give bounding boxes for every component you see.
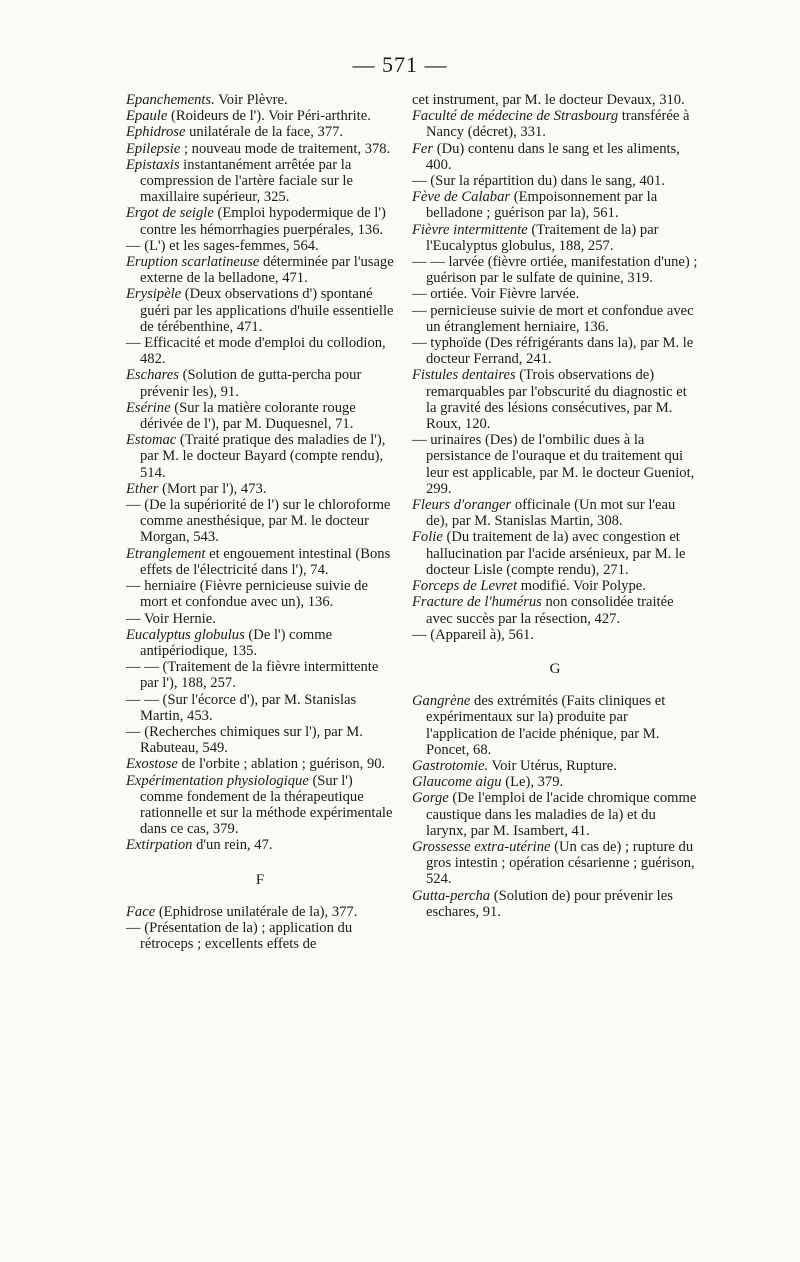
index-text: (Deux observations d') spontané guéri par les applications d'huile essentielle de térébenthine, 471. bbox=[140, 286, 394, 335]
index-entry bbox=[126, 108, 394, 124]
section-letter: F bbox=[255, 871, 265, 888]
index-term: Ether bbox=[126, 480, 159, 497]
index-text: — herniaire (Fièvre pernicieuse suivie de mort et confondue avec un), 136. bbox=[126, 578, 368, 611]
index-entry bbox=[412, 888, 698, 920]
index-entry bbox=[412, 758, 698, 774]
index-text: transférée à Nancy (décret), 331. bbox=[426, 108, 690, 141]
index-text: et engouement intestinal (Bons effets de l'électricité dans l'), 74. bbox=[140, 545, 391, 578]
index-entry bbox=[126, 157, 394, 206]
index-text: (Solution de gutta-percha pour prévenir les), 91. bbox=[140, 367, 362, 400]
index-text: — (Recherches chimiques sur l'), par M. Rabuteau, 549. bbox=[126, 723, 363, 757]
index-term: Forceps de Levret bbox=[412, 578, 518, 595]
index-text: Voir Plèvre. bbox=[214, 92, 288, 108]
index-text: officinale (Un mot sur l'eau de), par M. Stanislas Martin, 308. bbox=[426, 497, 676, 530]
index-text: instantanément arrêtée par la compression de l'artère faciale sur le maxillaire supérieur, 325. bbox=[140, 156, 353, 206]
index-text: Voir Utérus, Rupture. bbox=[488, 757, 617, 774]
index-entry bbox=[126, 92, 394, 108]
index-text: — (L') et les sages-femmes, 564. bbox=[126, 237, 319, 254]
index-term: Epanchements. bbox=[126, 92, 215, 108]
index-term: Grossesse extra-utérine bbox=[412, 838, 551, 855]
index-entry bbox=[412, 335, 698, 367]
index-text: modifié. Voir Polype. bbox=[517, 578, 646, 595]
index-entry bbox=[412, 432, 698, 497]
index-text: (Sur la matière colorante rouge dérivée de l'), par M. Duquesnel, 71. bbox=[140, 399, 356, 433]
index-entry bbox=[412, 286, 698, 302]
index-text: — pernicieuse suivie de mort et confondue avec un étranglement herniaire, 136. bbox=[412, 302, 694, 335]
index-entry bbox=[412, 790, 698, 839]
index-term: Fièvre intermittente bbox=[412, 221, 528, 238]
index-term: Gastrotomie. bbox=[412, 757, 489, 774]
index-entry bbox=[126, 432, 394, 481]
index-entry bbox=[126, 773, 394, 838]
index-term: Erysipèle bbox=[126, 286, 182, 303]
index-text: — Efficacité et mode d'emploi du collodion, 482. bbox=[126, 335, 386, 368]
index-text: — ortiée. Voir Fièvre larvée. bbox=[412, 286, 580, 303]
index-text: — — larvée (fièvre ortiée, manifestation d'une) ; guérison par le sulfate de quinine, 319. bbox=[412, 254, 698, 287]
index-text: déterminée par l'usage externe de la belladone, 471. bbox=[140, 254, 394, 287]
index-text: — urinaires (Des) de l'ombilic dues à la persistance de l'ouraque et du traitement qui leur est applicable, par M. le docteur Gueniot, 299. bbox=[412, 432, 695, 497]
index-entry bbox=[126, 578, 394, 610]
index-text: — — (Traitement de la fièvre intermittente par l'), 188, 257. bbox=[126, 659, 379, 692]
index-term: Expérimentation physiologique bbox=[126, 772, 309, 789]
index-term: Faculté de médecine de Strasbourg bbox=[412, 108, 619, 125]
index-term: Ergot de seigle bbox=[126, 205, 214, 222]
index-entry bbox=[126, 335, 394, 367]
index-text: (Traitement de la) par l'Eucalyptus globulus, 188, 257. bbox=[426, 221, 659, 254]
index-term: Fracture de l'humérus bbox=[412, 594, 542, 611]
index-term: Etranglement bbox=[126, 545, 206, 562]
index-entry bbox=[412, 108, 698, 140]
index-term: Esérine bbox=[126, 399, 171, 416]
index-entry bbox=[412, 222, 698, 254]
index-term: Extirpation bbox=[126, 837, 193, 854]
index-term: Glaucome aigu bbox=[412, 774, 502, 791]
page-number: — 571 — bbox=[352, 52, 448, 77]
index-term: Gorge bbox=[412, 790, 449, 807]
index-entry bbox=[412, 367, 698, 432]
index-term: Exostose bbox=[126, 756, 178, 773]
index-term: Epaule bbox=[126, 108, 168, 125]
index-term: Estomac bbox=[126, 432, 177, 449]
index-entry bbox=[412, 529, 698, 578]
index-text: (Mort par l'), 473. bbox=[158, 480, 267, 497]
index-entry bbox=[412, 254, 698, 286]
index-text: (Le), 379. bbox=[501, 774, 564, 791]
index-term: Gutta-percha bbox=[412, 887, 491, 904]
index-entry bbox=[126, 756, 394, 772]
index-entry bbox=[126, 481, 394, 497]
index-entry bbox=[126, 124, 394, 140]
index-entry bbox=[412, 189, 698, 221]
index-entry bbox=[126, 692, 394, 724]
index-term: Fève de Calabar bbox=[412, 189, 511, 206]
index-entry bbox=[412, 839, 698, 888]
index-entry bbox=[126, 627, 394, 659]
index-text: (Solution de) pour prévenir les eschares, 91. bbox=[426, 887, 673, 920]
index-entry bbox=[126, 400, 394, 432]
index-entry bbox=[412, 173, 698, 189]
index-entry bbox=[412, 627, 698, 643]
index-term: Folie bbox=[412, 529, 443, 546]
index-text: non consolidée traitée avec succès par la résection, 427. bbox=[426, 594, 674, 627]
index-entry bbox=[412, 774, 698, 790]
index-text: (Sur l') comme fondement de la thérapeutique rationnelle et sur la méthode expérimentale dans ce cas, 379. bbox=[140, 772, 393, 838]
index-entry bbox=[126, 546, 394, 578]
index-text: (De l') comme antipériodique, 135. bbox=[140, 626, 333, 659]
index-text: (Ephidrose unilatérale de la), 377. bbox=[155, 903, 358, 920]
index-text: des extrémités (Faits cliniques et expérimentaux sur la) produite par l'application de l'acide phénique, par M. Poncet, 68. bbox=[426, 693, 666, 758]
index-text: — Voir Hernie. bbox=[126, 610, 216, 627]
index-entry bbox=[412, 92, 698, 108]
index-entry bbox=[126, 724, 394, 756]
index-text: (Un cas de) ; rupture du gros intestin ; opération césarienne ; guérison, 524. bbox=[426, 838, 695, 888]
index-term: Epistaxis bbox=[126, 156, 180, 173]
index-entry bbox=[126, 659, 394, 691]
index-text: (Empoisonnement par la belladone ; guérison par la), 561. bbox=[426, 189, 658, 222]
index-entry bbox=[126, 611, 394, 627]
index-term: Fer bbox=[412, 140, 434, 157]
index-text: (Emploi hypodermique de l') contre les hémorrhagies puerpérales, 136. bbox=[140, 205, 386, 238]
index-text: cet instrument, par M. le docteur Devaux, 310. bbox=[412, 92, 685, 108]
index-term: Fistules dentaires bbox=[412, 367, 516, 384]
index-text: (Du traitement de la) avec congestion et hallucination par l'acide arsénieux, par M. le docteur Lisle (compte rendu), 271. bbox=[426, 529, 686, 578]
index-entry bbox=[412, 578, 698, 594]
index-text: ; nouveau mode de traitement, 378. bbox=[180, 140, 391, 157]
index-term: Eruption scarlatineuse bbox=[126, 254, 260, 271]
index-term: Gangrène bbox=[412, 693, 471, 710]
index-text: — (De la supériorité de l') sur le chloroforme comme anesthésique, par M. le docteur Morgan, 543. bbox=[126, 497, 391, 546]
index-term: Ephidrose bbox=[126, 124, 186, 141]
index-text: de l'orbite ; ablation ; guérison, 90. bbox=[177, 756, 386, 773]
index-term: Eucalyptus globulus bbox=[126, 626, 245, 643]
index-text: (De l'emploi de l'acide chromique comme caustique dans les maladies de la) et du larynx, par M. Isambert, 41. bbox=[426, 790, 697, 839]
index-entry bbox=[412, 594, 698, 626]
right-column bbox=[412, 92, 698, 920]
index-term: Fleurs d'oranger bbox=[412, 497, 512, 514]
index-text: — (Appareil à), 561. bbox=[412, 626, 534, 643]
index-entry bbox=[126, 497, 394, 546]
left-column bbox=[126, 92, 394, 952]
index-term: Eschares bbox=[126, 367, 179, 384]
index-entry bbox=[126, 238, 394, 254]
index-text: (Traité pratique des maladies de l'), par M. le docteur Bayard (compte rendu), 514. bbox=[140, 432, 386, 481]
index-text: — — (Sur l'écorce d'), par M. Stanislas Martin, 453. bbox=[126, 691, 357, 724]
index-entry bbox=[126, 205, 394, 237]
index-entry bbox=[126, 920, 394, 952]
index-term: Face bbox=[126, 903, 156, 920]
section-letter: G bbox=[549, 660, 561, 677]
index-entry bbox=[126, 904, 394, 920]
index-text: (Du) contenu dans le sang et les aliments, 400. bbox=[426, 140, 680, 173]
index-entry bbox=[412, 141, 698, 173]
index-entry bbox=[412, 303, 698, 335]
index-entry bbox=[126, 837, 394, 853]
index-text: — (Sur la répartition du) dans le sang, 401. bbox=[412, 173, 665, 190]
index-text: (Roideurs de l'). Voir Péri-arthrite. bbox=[167, 108, 371, 125]
index-entry bbox=[412, 497, 698, 529]
index-text: — (Présentation de la) ; application du rétroceps ; excellents effets de bbox=[126, 919, 353, 953]
index-text: d'un rein, 47. bbox=[192, 837, 273, 854]
index-entry bbox=[126, 141, 394, 157]
index-text: unilatérale de la face, 377. bbox=[185, 124, 344, 141]
index-text: — typhoïde (Des réfrigérants dans la), par M. le docteur Ferrand, 241. bbox=[412, 335, 694, 368]
index-entry bbox=[126, 367, 394, 399]
index-entry bbox=[412, 693, 698, 758]
index-entry bbox=[126, 254, 394, 286]
index-entry bbox=[126, 286, 394, 335]
index-text: (Trois observations de) remarquables par l'obscurité du diagnostic et la gravité des lésions consécutives, par M. Roux, 120. bbox=[426, 367, 687, 433]
index-term: Epilepsie bbox=[126, 140, 181, 157]
